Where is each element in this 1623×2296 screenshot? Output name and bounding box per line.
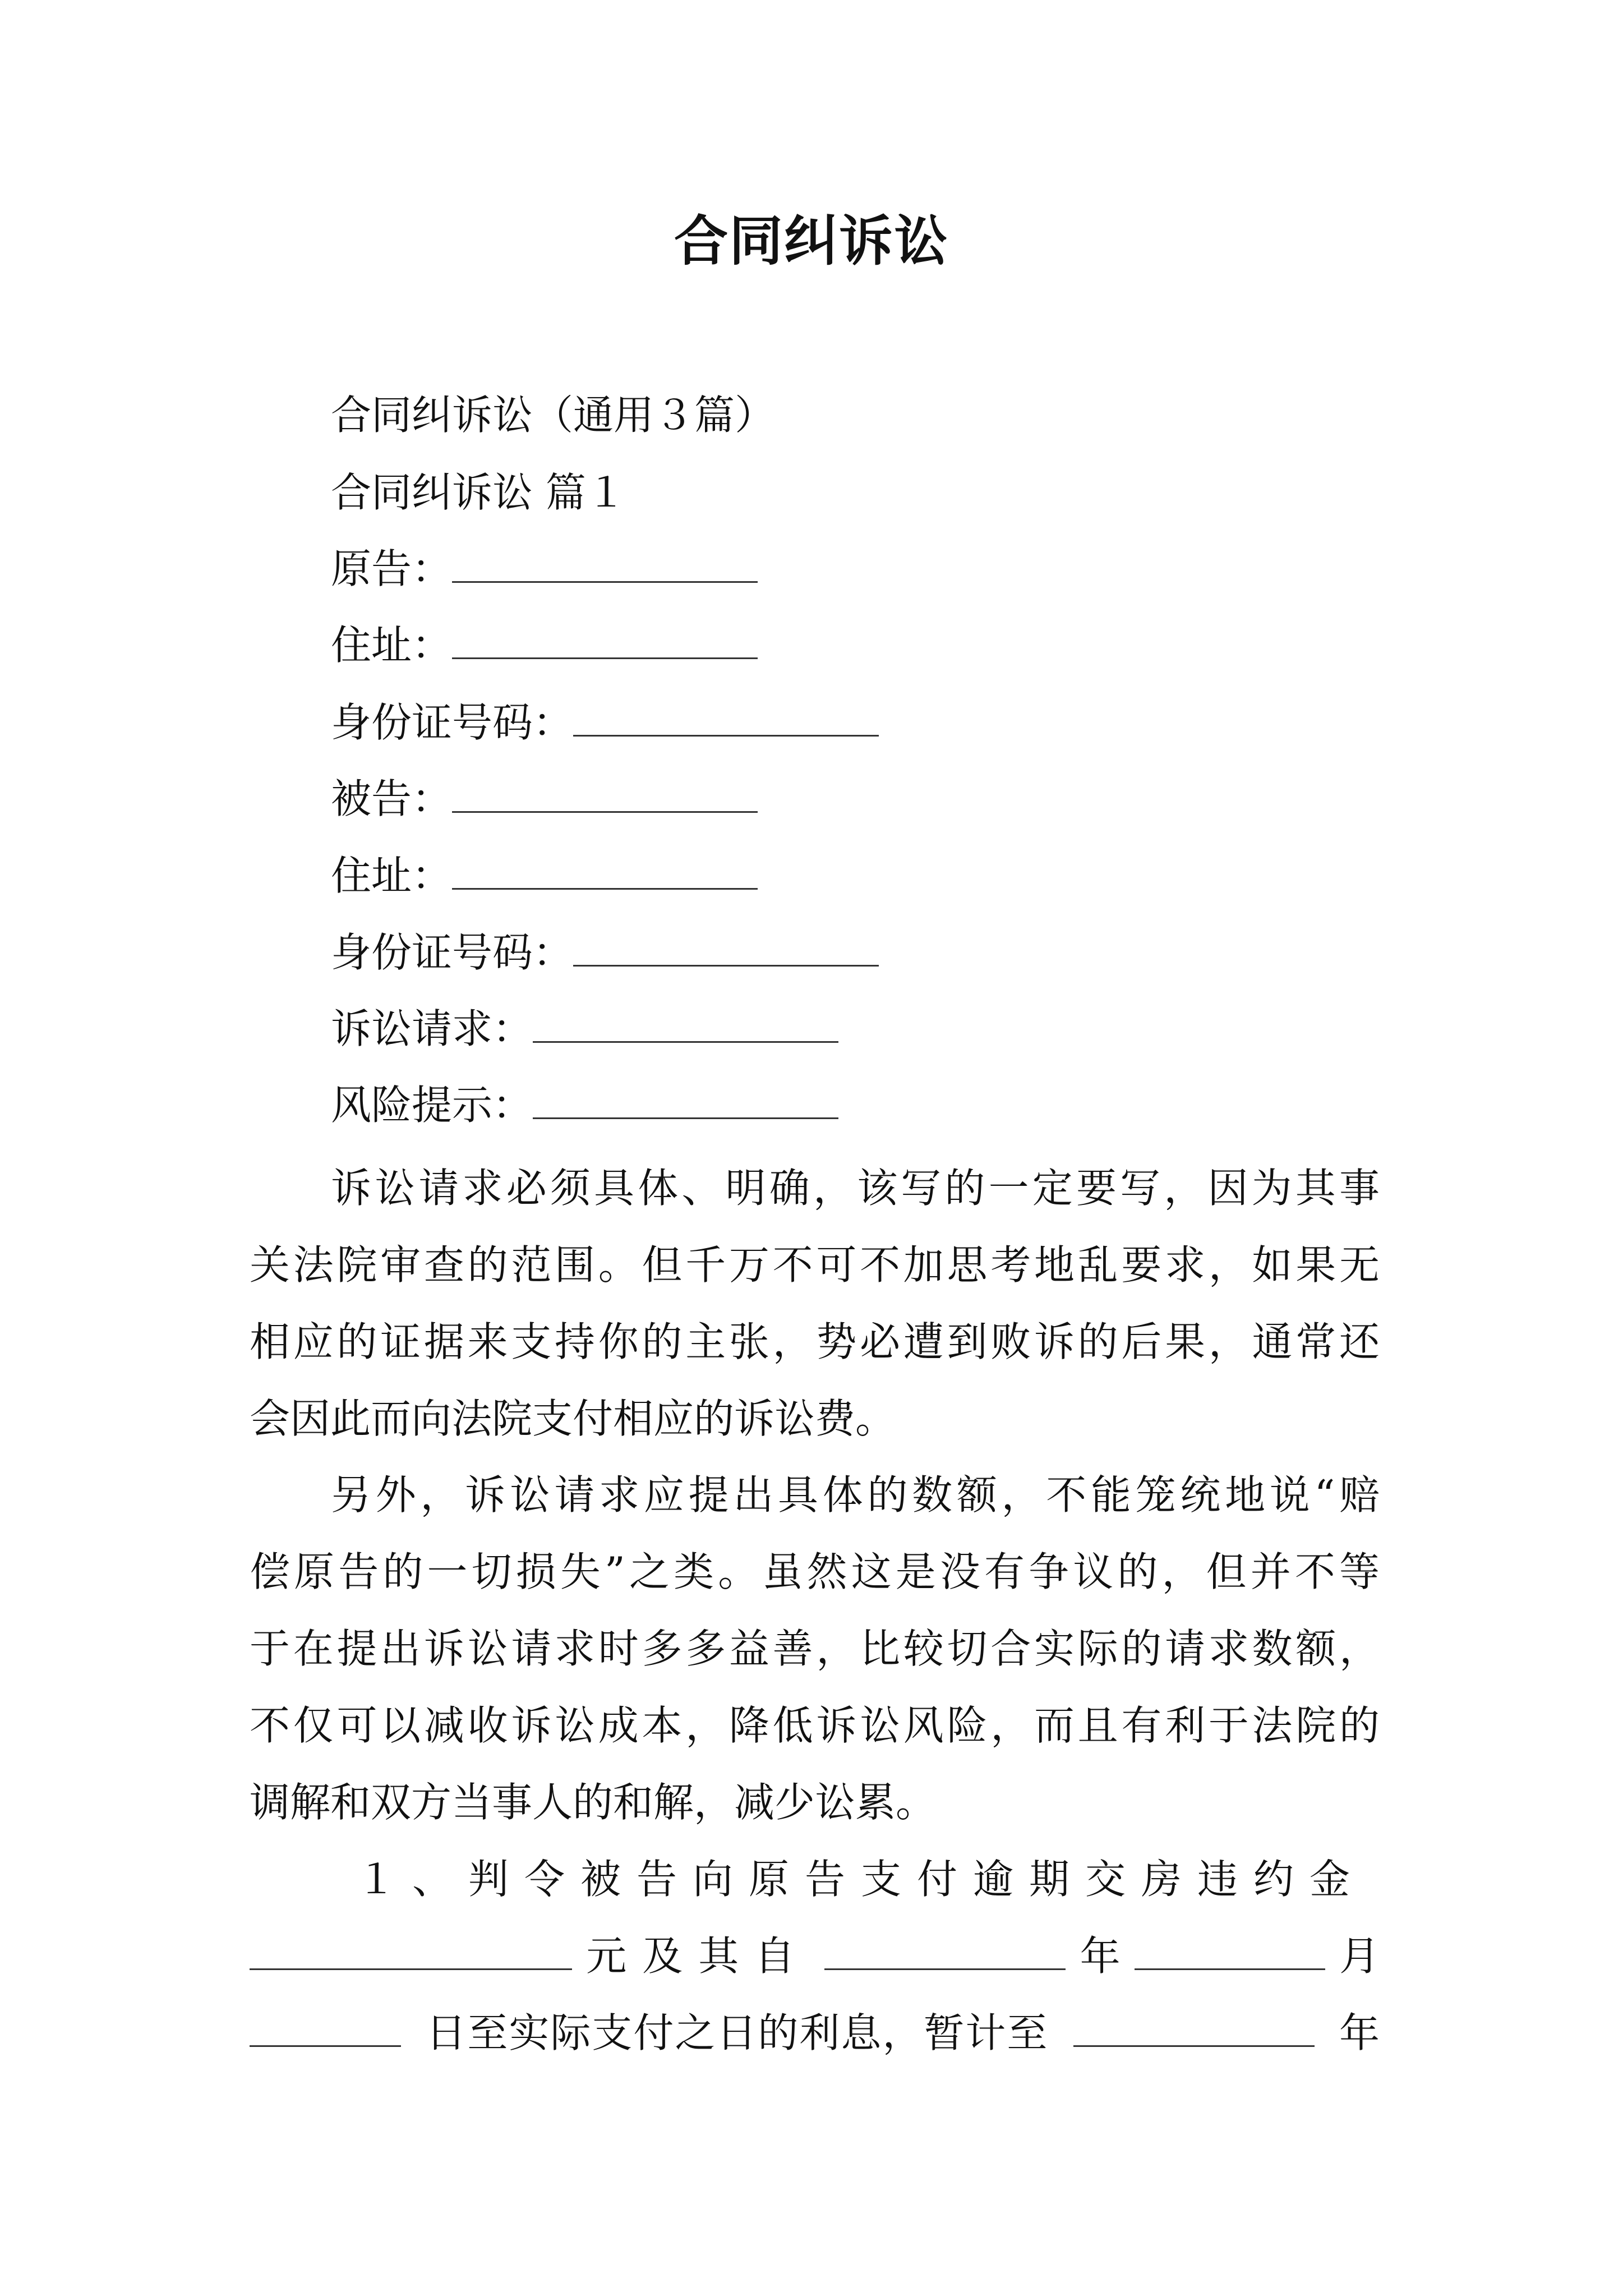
field-label: 住址： [331, 622, 453, 669]
field-label: 身份证号码： [331, 699, 574, 746]
document-subtitle: 合同纠诉讼（通用３篇） [331, 392, 776, 439]
field-defendant-address [331, 849, 758, 903]
claim-item-1 [250, 1841, 1380, 2072]
field-plaintiff-id [331, 696, 879, 749]
paragraph-line: 诉讼请求必须具体、明确，该写的一定要写，因为其事 [331, 1165, 1380, 1212]
field-label: 被告： [331, 775, 453, 822]
paragraph-line: 偿原告的一切损失”之类。虽然这是没有争议的，但并不等 [250, 1548, 1380, 1595]
field-label: 风险提示： [331, 1082, 533, 1129]
paragraph-line [250, 1995, 1380, 2072]
fill-in-blank[interactable] [533, 1006, 838, 1043]
paragraph-line: 不仅可以减收诉讼成本，降低诉讼风险，而且有利于法院的 [250, 1702, 1380, 1749]
fill-in-blank[interactable] [573, 930, 879, 967]
field-label: 身份证号码： [331, 929, 574, 976]
field-claims [331, 1002, 838, 1056]
paragraph-line: 会因此而向法院支付相应的诉讼费。 [250, 1395, 896, 1442]
fill-in-blank[interactable] [452, 623, 758, 659]
claim-item-text: 元及其自 [586, 1932, 811, 1980]
fill-in-blank[interactable] [452, 853, 758, 890]
field-plaintiff-address [331, 618, 758, 672]
claim-item-text: １、判令被告向原告支付逾期交房违约金 [356, 1856, 1366, 1903]
claim-item-text: 月 [1339, 1932, 1380, 1980]
paragraph-line: 关法院审查的范围。但千万不可不加思考地乱要求，如果无 [250, 1241, 1380, 1289]
fill-in-blank[interactable] [533, 1083, 838, 1119]
month-blank[interactable] [1135, 1934, 1325, 1970]
claim-item-text: 年 [1339, 2009, 1380, 2056]
fill-in-blank[interactable] [452, 546, 758, 583]
field-risk-notice [331, 1078, 838, 1132]
paragraph-1 [250, 1150, 1380, 1457]
field-label: 住址： [331, 852, 453, 899]
paragraph-line [250, 1841, 1380, 1918]
claim-item-text: 年 [1080, 1932, 1121, 1980]
year-blank[interactable] [1073, 2010, 1315, 2047]
field-plaintiff [331, 542, 758, 596]
fill-in-blank[interactable] [452, 776, 758, 813]
document-title: 合同纠诉讼 [674, 210, 949, 273]
field-label: 原告： [331, 545, 453, 592]
field-defendant-id [331, 926, 879, 979]
claim-item-text: 日至实际支付之日的利息，暂计至 [426, 2009, 1049, 2056]
paragraph-2 [250, 1457, 1380, 1841]
day-blank[interactable] [250, 2010, 401, 2047]
fill-in-blank[interactable] [573, 700, 879, 737]
paragraph-line [250, 1918, 1380, 1995]
field-defendant [331, 772, 758, 826]
paragraph-line: 相应的证据来支持你的主张，势必遭到败诉的后果，通常还 [250, 1318, 1380, 1365]
section-heading: 合同纠诉讼 篇１ [331, 469, 626, 516]
paragraph-line: 调解和双方当事人的和解，减少讼累。 [250, 1779, 937, 1826]
amount-blank[interactable] [250, 1934, 572, 1970]
paragraph-line: 另外，诉讼请求应提出具体的数额，不能笼统地说“赔 [331, 1471, 1380, 1519]
year-blank[interactable] [824, 1934, 1066, 1970]
field-label: 诉讼请求： [331, 1005, 533, 1052]
paragraph-line: 于在提出诉讼请求时多多益善，比较切合实际的请求数额， [250, 1625, 1380, 1672]
